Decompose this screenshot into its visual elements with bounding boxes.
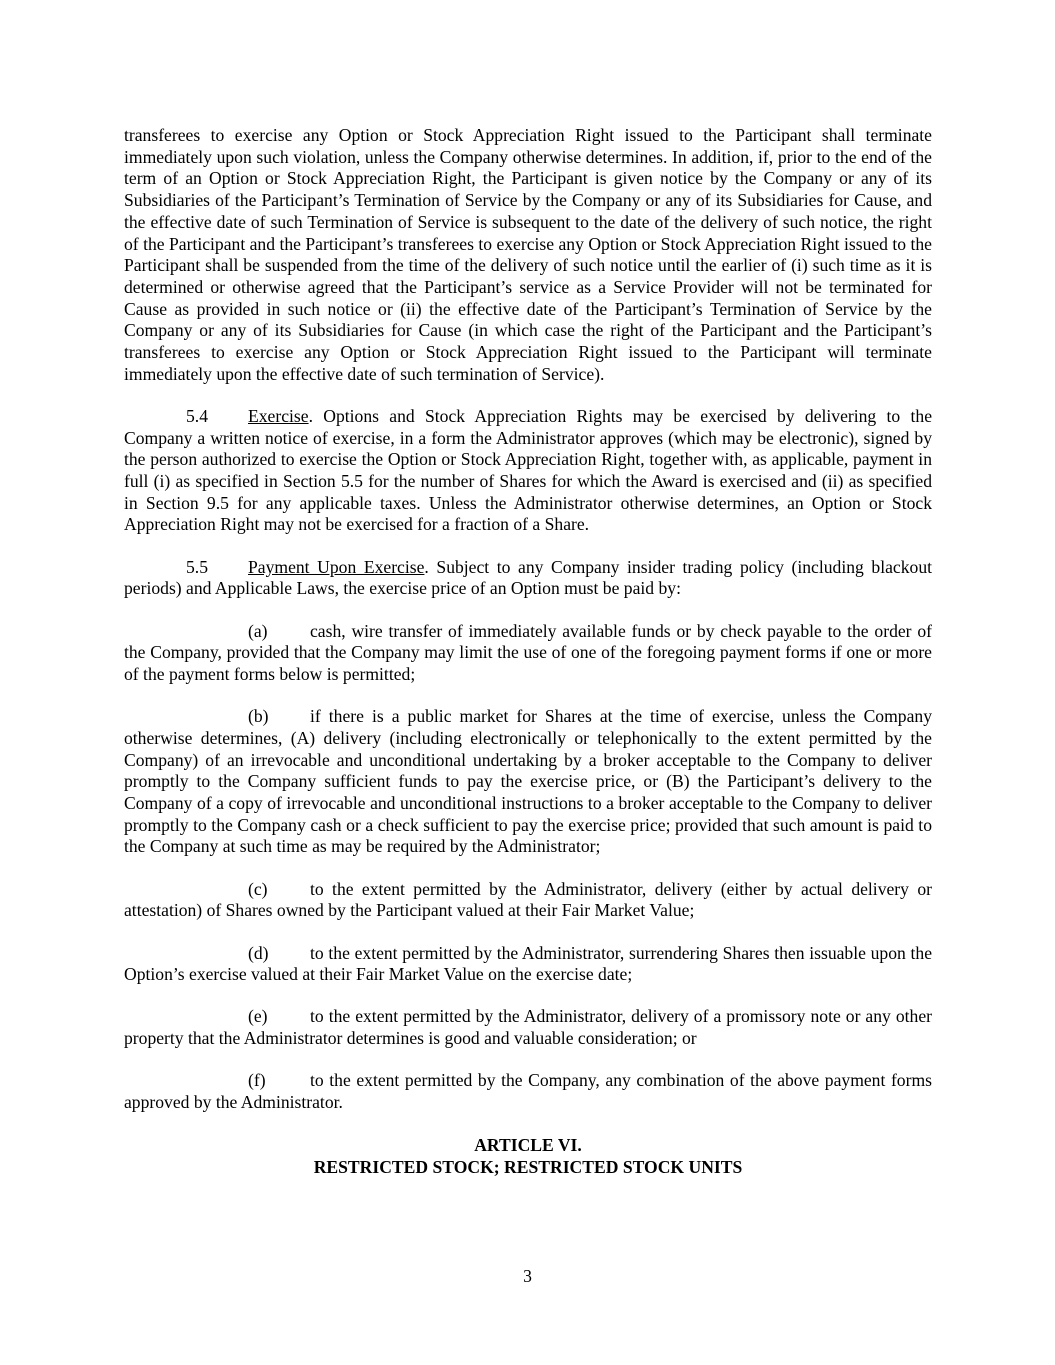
list-item-text: to the extent permitted by the Administrator, surrendering Shares then issuable upon the Option’s exercise valued at their Fair Market Value on the exercise date; — [124, 942, 932, 985]
list-item-c — [124, 879, 932, 922]
section-text: . Subject to any Company insider trading policy (including blackout periods) and Applicable Laws, the exercise price of an Option must be paid by: — [124, 556, 933, 599]
list-item-e — [124, 1006, 932, 1049]
page-number: 3 — [523, 1266, 532, 1286]
section-heading: Exercise — [248, 405, 309, 426]
section-5-5 — [124, 557, 932, 600]
continuation-paragraph: transferees to exercise any Option or Stock Appreciation Right issued to the Participant shall terminate immediately upon such violation, unless the Company otherwise determines. In addition, if, prior to the end of the term of an Option or Stock Appreciation Right, the Participant is given notice by the Company or any of its Subsidiaries of the Participant’s Termination of Service by the Company or any of its Subsidiaries for Cause, and the effective date of such Termination of Service is subsequent to the date of the delivery of such notice, the right of the Participant and the Participant’s transferees to exercise any Option or Stock Appreciation Right issued to the Participant shall be suspended from the time of the delivery of such notice until the earlier of (i) such time as it is determined or otherwise agreed that the Participant’s service as a Service Provider will not be terminated for Cause as provided in such notice or (ii) the effective date of the Participant’s Termination of Service by the Company or any of its Subsidiaries for Cause (in which case the right of the Participant and the Participant’s transferees to exercise any Option or Stock Appreciation Right issued to the Participant will terminate immediately upon the effective date of such termination of Service). — [124, 125, 932, 384]
list-item-mark: (c) — [248, 878, 268, 899]
article-title: RESTRICTED STOCK; RESTRICTED STOCK UNITS — [313, 1157, 743, 1178]
list-item-mark: (a) — [248, 620, 268, 641]
list-item-text: cash, wire transfer of immediately available funds or by check payable to the order of the Company, provided that the Company may limit the use of one of the foregoing payment forms if one or more of the payment forms below is permitted; — [124, 620, 932, 684]
section-heading: Payment Upon Exercise — [248, 556, 425, 577]
section-5-4 — [124, 406, 932, 536]
list-item-f — [124, 1070, 932, 1113]
list-item-mark: (b) — [248, 706, 269, 727]
list-item-mark: (d) — [248, 942, 269, 963]
list-item-text: to the extent permitted by the Company, any combination of the above payment forms approved by the Administrator. — [124, 1070, 932, 1113]
document-page — [124, 125, 932, 1179]
list-item-d — [124, 943, 932, 986]
list-item-b — [124, 706, 932, 858]
section-number: 5.4 — [186, 405, 208, 426]
section-number: 5.5 — [186, 556, 208, 577]
list-item-mark: (f) — [248, 1070, 266, 1091]
list-item-text: to the extent permitted by the Administrator, delivery (either by actual delivery or attestation) of Shares owned by the Participant valued at their Fair Market Value; — [124, 878, 932, 921]
list-item-a — [124, 621, 932, 686]
list-item-mark: (e) — [248, 1006, 268, 1027]
list-item-text: to the extent permitted by the Administrator, delivery of a promissory note or any other property that the Administrator determines is good and valuable consideration; or — [124, 1006, 932, 1049]
article-heading — [124, 1134, 932, 1179]
article-number: ARTICLE VI. — [474, 1134, 582, 1155]
section-text: . Options and Stock Appreciation Rights may be exercised by delivering to the Company a written notice of exercise, in a form the Administrator approves (which may be electronic), signed by the person authorized to exercise the Option or Stock Appreciation Right, together with, as applicable, payment in full (i) as specified in Section 5.5 for the number of Shares for which the Award is exercised and (ii) as specified in Section 9.5 for any applicable taxes. Unless the Administrator otherwise determines, an Option or Stock Appreciation Right may not be exercised for a fraction of a Share. — [124, 405, 932, 535]
list-item-text: if there is a public market for Shares at the time of exercise, unless the Company otherwise determines, (A) delivery (including electronically or telephonically to the extent permitted by the Company) of an irrevocable and unconditional undertaking by a broker acceptable to the Company to deliver promptly to the Company sufficient funds to pay the exercise price, or (B) the Participant’s delivery to the Company of a copy of irrevocable and unconditional instructions to a broker acceptable to the Company to deliver promptly to the Company cash or a check sufficient to pay the exercise price; provided that such amount is paid to the Company at such time as may be required by the Administrator; — [124, 706, 932, 857]
